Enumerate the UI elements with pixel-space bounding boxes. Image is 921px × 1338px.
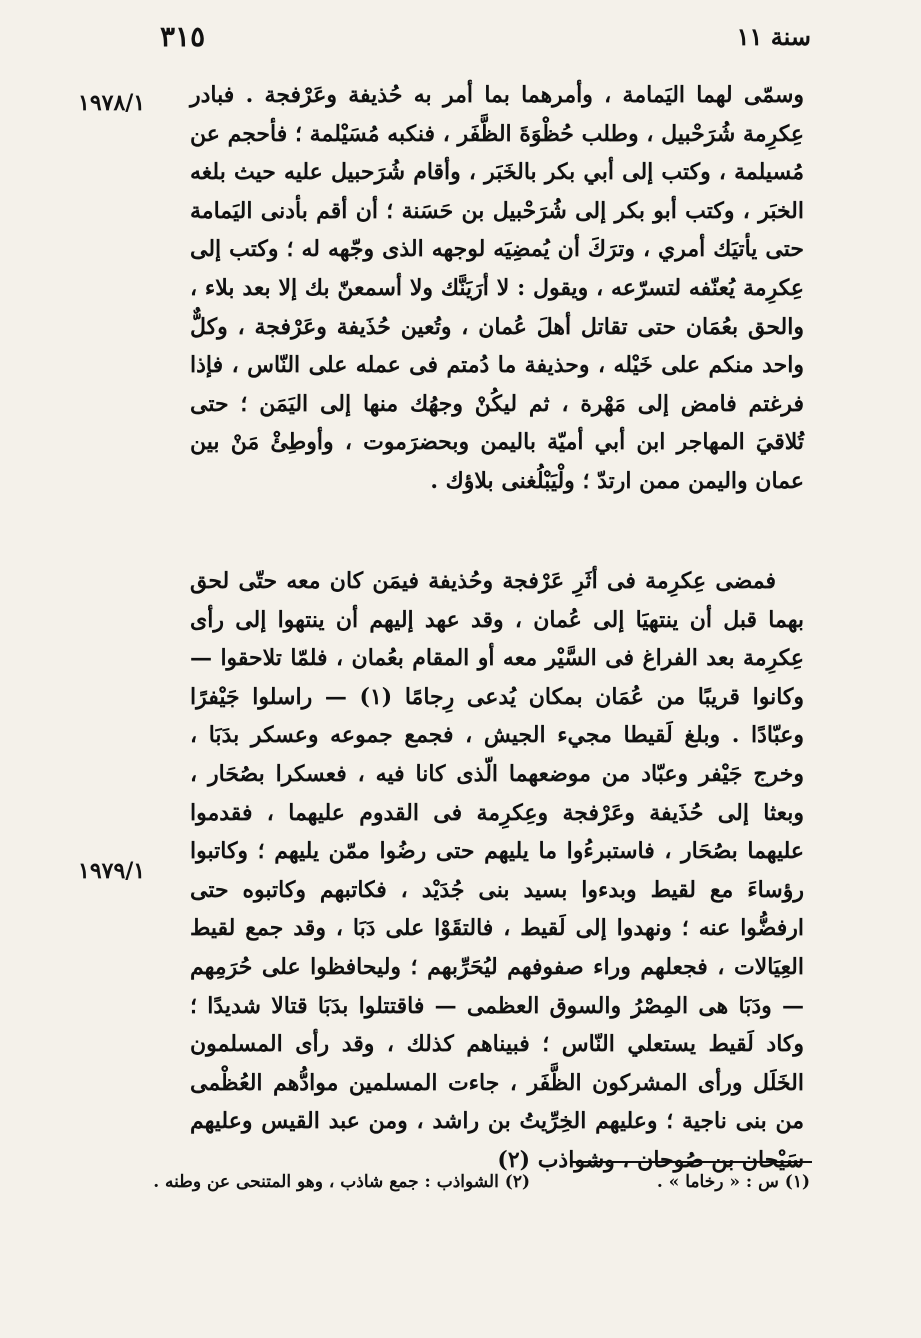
margin-reference: ١٩٧٨/١	[78, 90, 146, 116]
footnote: (٢) الشواذب : جمع شاذب ، وهو المتنحى عن وطنه .	[153, 1172, 530, 1192]
page-number: ٣١٥	[160, 20, 206, 53]
margin-reference: ١٩٧٩/١	[78, 858, 146, 884]
body-paragraph: فمضى عِكرِمة فى أثَرِ عَرْفجة وحُذيفة فيمَن كان معه حتّى لحق بهما قبل أن ينتهيَا إلى عُمان ، وقد عهد إليهم أن ينتهوا إلى رأى عِكرِمة بعد الفراغ فى السَّيْر معه أو المقام بعُمان ، فلمّا تلاحقوا — وكانوا قريبًا من عُمَان بمكان يُدعى رِجامًا (١) — راسلوا جَيْفرًا وعبّادًا . وبلغ لَقيطا مجيء الجيش ، فجمع جموعه وعسكر بدَبَا ، وخرج جَيْفر وعبّاد من موضعهما الّذى كانا فيه ، فعسكرا بصُحَار ، وبعثا إلى حُذَيفة وعَرْفجة وعِكرِمة فى القدوم عليهما ، فقدموا عليهما بصُحَار ، فاستبرءُوا ما يليهم حتى رضُوا ممّن يليهم ؛ وكاتبوا رؤساءَ مع لقيط وبدءوا بسيد بنى جُدَيْد ، فكاتبهم وكاتبوه حتى ارفضُّوا عنه ؛ ونهدوا إلى لَقيط ، فالتقَوْا على دَبَا ، وقد جمع لقيط العِيَالات ، فجعلهم وراء صفوفهم ليُحَرِّبهم ؛ وليحافظوا على حُرَمِهم — ودَبَا هى المِصْرُ والسوق العظمى — فاقتتلوا بدَبَا قتالا شديدًا ؛ وكاد لَقيط يستعلي النّاس ؛ فبيناهم كذلك ، وقد رأى المسلمون الخَلَل ورأى المشركون الظَّفَر ، جاءت المسلمين موادُّهم العُظْمى من بنى ناجية ؛ وعليهم الخِرِّيتُ بن راشد ، ومن عبد القيس وعليهم سَيْحان بن صُوحان ، وشواذب (٢)	[190, 568, 804, 1173]
footnote: (١) س : « رخاما » .	[656, 1172, 810, 1192]
body-paragraph: وسمّى لهما اليَمامة ، وأمرهما بما أمر به حُذيفة وعَرْفجة . فبادر عِكرِمة شُرَحْبيل ، وطلب حُظْوَةَ الظَّفَر ، فنكبه مُسَيْلمة ؛ فأحجم عن مُسيلمة ، وكتب إلى أبي بكر بالخَبَر ، وأقام شُرَحبيل عليه حيث بلغه الخبَر ، وكتب أبو بكر إلى شُرَحْبيل بن حَسَنة ؛ أن أقم بأدنى اليَمامة حتى يأتيَك أمري ، وترَكَ أن يُمضِيَه لوجهه الذى وجّهه له ؛ وكتب إلى عِكرِمة يُعنّفه لتسرّعه ، ويقول : لا أرَيَنَّك ولا أسمعنّ بك إلا بعد بلاء ، والحق بعُمَان حتى تقاتل أهلَ عُمان ، وتُعين حُذَيفة وعَرْفجة ، وكلٌّ واحد منكم على خَيْله ، وحذيفة ما دُمتم فى عمله على النّاس ، فإذا فرغتم فامض إلى مَهْرة ، ثم ليكُنْ وجهُك منها إلى اليَمَن ؛ حتى تُلاقيَ المهاجر ابن أبي أميّة باليمن وبحضرَموت ، وأوطِئْ مَنْ بين عمان واليمن ممن ارتدّ ؛ ولْيَبْلُغنى بلاؤك .	[190, 82, 804, 494]
footnote-divider	[572, 1161, 812, 1163]
running-head: سنة ١١	[736, 22, 811, 51]
